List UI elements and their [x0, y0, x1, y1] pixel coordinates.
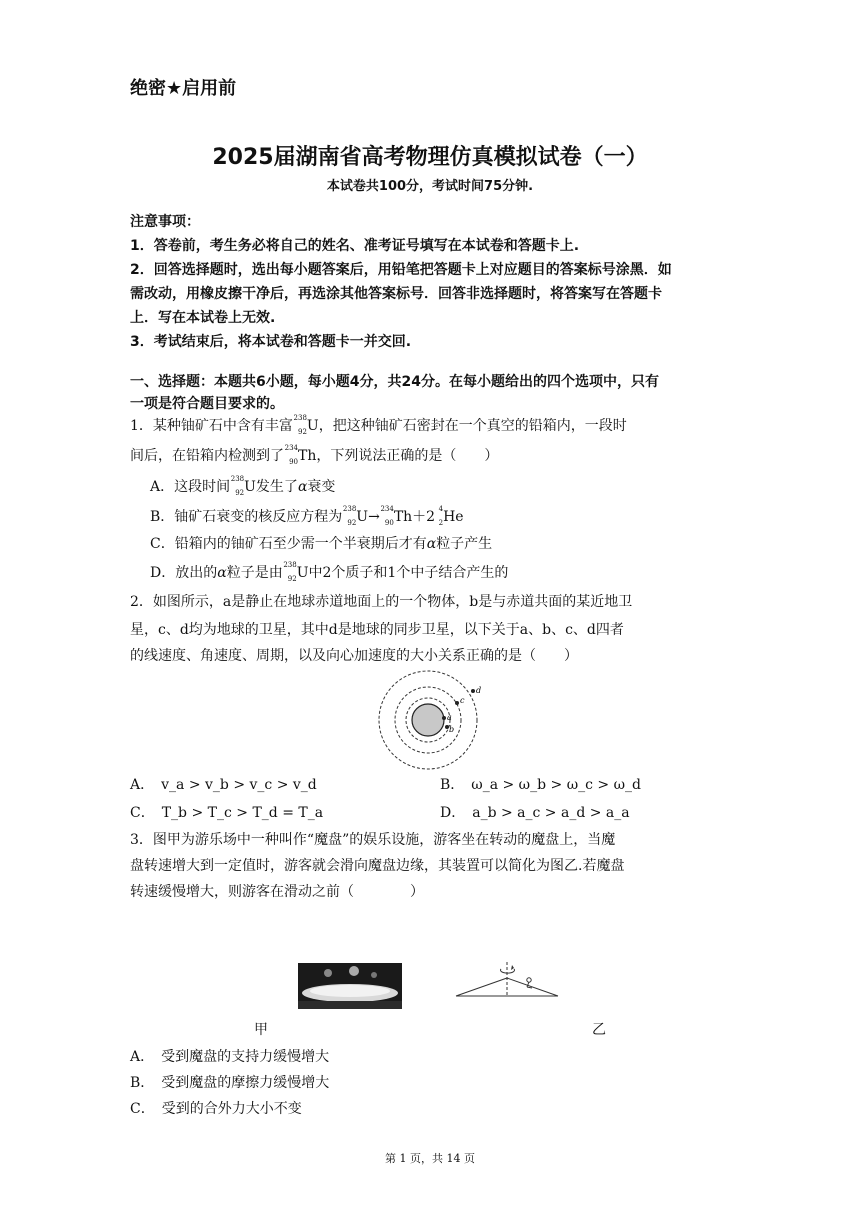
notice-item: 3．考试结束后，将本试卷和答题卡一并交回. [130, 334, 412, 350]
q1-option-a[interactable]: A．这段时间 238 92 U发生了α衰变 [150, 475, 336, 497]
q2-option-b[interactable]: B． ω_a > ω_b > ω_c > ω_d [440, 777, 641, 793]
magic-disc-schematic [452, 960, 562, 1000]
q2-option-c[interactable]: C． T_b > T_c > T_d = T_a [130, 805, 324, 821]
q2-option-d[interactable]: D． a_b > a_c > a_d > a_a [440, 805, 630, 821]
q1-stem-line2: 间后，在铅箱内检测到了 234 90 Th，下列说法正确的是（ ） [130, 444, 499, 466]
satellite-d [471, 689, 475, 693]
q2-option-a[interactable]: A． v_a > v_b > v_c > v_d [130, 777, 317, 793]
q3-option-b[interactable]: B． 受到魔盘的摩擦力缓慢增大 [130, 1075, 330, 1091]
q3-option-a[interactable]: A． 受到魔盘的支持力缓慢增大 [130, 1049, 330, 1065]
person-icon [527, 978, 531, 982]
earth-icon [412, 704, 444, 736]
notice-item: 2．回答选择题时，选出每小题答案后，用铅笔把答题卡上对应题目的答案标号涂黑．如 [130, 262, 672, 278]
page-number: 第 1 页，共 14 页 [385, 1152, 475, 1165]
satellite-c [455, 701, 459, 705]
label-b: b [449, 725, 455, 734]
magic-disc-photo [298, 963, 402, 1009]
label-c: c [460, 696, 465, 705]
object-a [442, 716, 446, 720]
isotope-th234: 234 90 [284, 444, 298, 466]
notice-item: 需改动，用橡皮擦干净后，再选涂其他答案标号．回答非选择题时，将答案写在答题卡 [130, 286, 662, 302]
q2-stem-line2: 星，c、d均为地球的卫星，其中d是地球的同步卫星，以下关于a、b、c、d四者 [130, 622, 624, 638]
q3-option-c[interactable]: C． 受到的合外力大小不变 [130, 1101, 302, 1117]
q3-stem-line2: 盘转速增大到一定值时，游客就会滑向魔盘边缘，其装置可以简化为图乙.若魔盘 [130, 858, 625, 874]
label-d: d [476, 686, 482, 695]
section-heading: 一、选择题：本题共6小题，每小题4分，共24分。在每小题给出的四个选项中，只有 [130, 374, 659, 390]
notice-item: 上．写在本试卷上无效. [130, 310, 276, 326]
orbit-diagram [370, 670, 490, 770]
q2-stem-line3: 的线速度、角速度、周期，以及向心加速度的大小关系正确的是（ ） [130, 648, 578, 664]
q3-stem-line3: 转速缓慢增大，则游客在滑动之前（ ） [130, 884, 424, 900]
notice-heading: 注意事项： [130, 214, 200, 230]
q2-stem-line1: 2．如图所示，a是静止在地球赤道地面上的一个物体，b是与赤道共面的某近地卫 [130, 594, 633, 610]
section-heading-cont: 一项是符合题目要求的。 [130, 396, 284, 412]
label-a: a [447, 713, 452, 722]
q3-stem-line1: 3．图甲为游乐场中一种叫作“魔盘”的娱乐设施，游客坐在转动的魔盘上，当魔 [130, 832, 616, 848]
confidential-mark: 绝密★启用前 [130, 78, 237, 99]
q1-stem-line1: 1．某种铀矿石中含有丰富 238 92 U，把这种铀矿石密封在一个真空的铅箱内，一段时 [130, 414, 627, 436]
figure-label-jia: 甲 [254, 1022, 268, 1038]
exam-title: 2025届湖南省高考物理仿真模拟试卷（一） [212, 145, 648, 170]
q1-option-c[interactable]: C．铅箱内的铀矿石至少需一个半衰期后才有α粒子产生 [150, 536, 493, 552]
q1-option-d[interactable]: D．放出的α粒子是由 238 92 U中2个质子和1个中子结合产生的 [150, 561, 509, 583]
notice-item: 1．答卷前，考生务必将自己的姓名、准考证号填写在本试卷和答题卡上. [130, 238, 580, 254]
isotope-u238: 238 92 [293, 414, 307, 436]
q1-option-b[interactable]: B．铀矿石衰变的核反应方程为 238 92 U→ 234 90 Th＋2 4 2 He [150, 505, 464, 527]
exam-subtitle: 本试卷共100分，考试时间75分钟. [326, 179, 534, 194]
figure-label-yi: 乙 [592, 1022, 606, 1038]
